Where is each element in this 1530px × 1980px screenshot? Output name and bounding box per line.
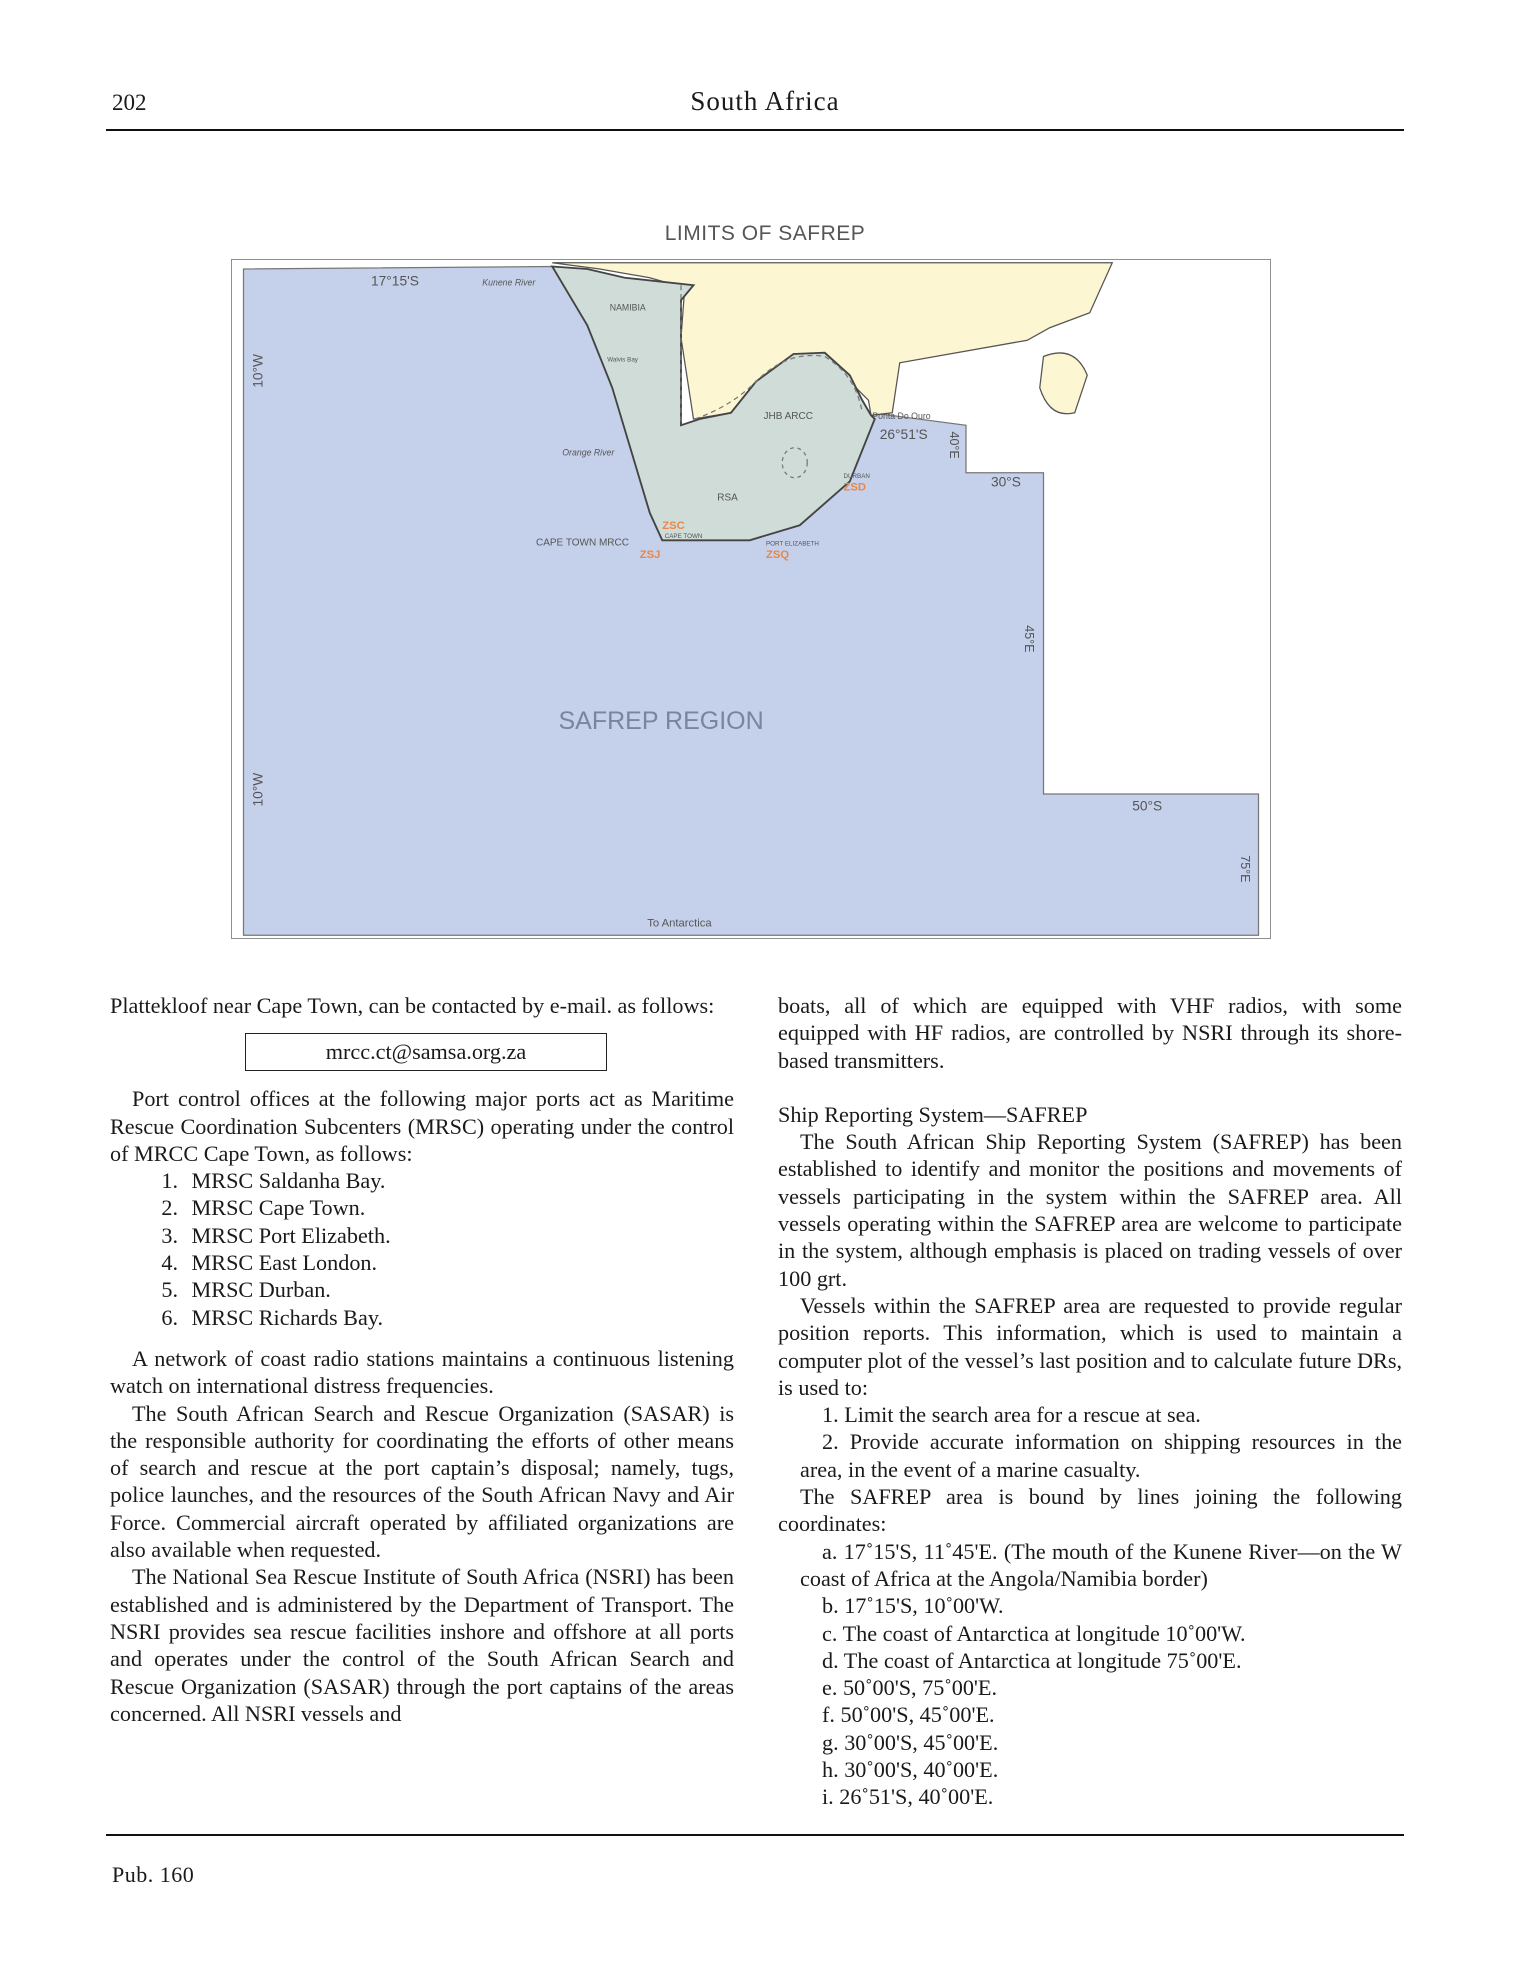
svg-text:Ponta Do Ouro: Ponta Do Ouro [872, 411, 931, 421]
list-text: The coast of Antarctica at longitude 10˚00'W. [842, 1620, 1246, 1646]
svg-text:ZSJ: ZSJ [639, 548, 661, 561]
list-marker: 2. [161, 1195, 178, 1221]
map-title: LIMITS OF SAFREP [664, 222, 866, 245]
list-marker: d. [822, 1647, 839, 1673]
svg-text:26°51'S: 26°51'S [879, 427, 928, 442]
svg-text:17°15'S: 17°15'S [371, 273, 419, 289]
svg-text:30°S: 30°S [991, 474, 1021, 490]
list-marker: 1. [161, 1168, 178, 1194]
svg-text:75°E: 75°E [1238, 855, 1252, 883]
list-marker: i. [822, 1784, 834, 1810]
list-text: MRSC Durban. [191, 1277, 331, 1303]
list-item [800, 1647, 1402, 1674]
list-marker: 1. [822, 1402, 839, 1428]
coords-list [778, 1538, 1402, 1811]
paragraph: The South African Search and Rescue Organization (SASAR) is the responsible authority for coordinating the efforts of other means of search and rescue at the port captain’s disposal; namely, tugs, police launches, and the resources of the South African Navy and Air Force. Commercial aircraft operated by affiliated organizations are also available when requested. [110, 1400, 734, 1563]
list-item [110, 1167, 734, 1194]
paragraph: The National Sea Rescue Institute of South Africa (NSRI) has been established and is administered by the Department of Transport. The NSRI provides sea rescue facilities inshore and offshore at all ports and operates under the control of the South African Search and Rescue Organization (SASAR) through the port captains of the areas concerned. All NSRI vessels and [110, 1564, 734, 1726]
svg-text:Kunene River: Kunene River [482, 277, 536, 288]
right-column [778, 992, 1402, 1811]
list-marker: 6. [161, 1304, 178, 1330]
list-marker: b. [822, 1593, 839, 1619]
svg-text:Orange River: Orange River [562, 447, 615, 458]
list-marker: g. [822, 1729, 839, 1755]
page-number: 202 [112, 90, 147, 115]
email-box: mrcc.ct@samsa.org.za [245, 1033, 607, 1071]
list-marker: e. [822, 1675, 838, 1701]
list-text: MRSC Cape Town. [191, 1195, 366, 1221]
list-marker: 5. [161, 1277, 178, 1303]
svg-text:RSA: RSA [717, 492, 738, 504]
list-text: 26˚51'S, 40˚00'E. [839, 1784, 994, 1810]
paragraph: The South African Ship Reporting System (SAFREP) has been established to identify and monitor the positions and movements of vessels participating in the system within the SAFREP area. All vessels operating within the SAFREP area are welcome to participate in the system, although emphasis is placed on trading vessels of over 100 grt. [778, 1129, 1402, 1291]
mrsc-list [110, 1167, 734, 1331]
paragraph: Vessels within the SAFREP area are requested to provide regular position reports. This information, which is used to maintain a computer plot of the vessel’s last position and to calculate future DRs, is used to: [778, 1292, 1402, 1400]
svg-text:40°E: 40°E [946, 431, 961, 459]
list-text: MRSC Port Elizabeth. [191, 1222, 391, 1248]
list-item [800, 1674, 1402, 1701]
paragraph: Plattekloof near Cape Town, can be contacted by e-mail. as follows: [110, 993, 715, 1018]
paragraph: A network of coast radio stations maintains a continuous listening watch on international distress frequencies. [110, 1345, 734, 1399]
list-item [800, 1538, 1402, 1593]
list-marker: a. [822, 1538, 838, 1564]
list-item [800, 1756, 1402, 1783]
list-text: MRSC East London. [191, 1250, 378, 1276]
svg-text:PORT ELIZABETH: PORT ELIZABETH [766, 540, 819, 548]
svg-text:JHB ARCC: JHB ARCC [763, 411, 813, 422]
svg-text:50°S: 50°S [1132, 798, 1163, 814]
svg-text:To Antarctica: To Antarctica [647, 917, 712, 930]
list-text: Limit the search area for a rescue at sea. [844, 1402, 1201, 1428]
list-item [800, 1729, 1402, 1756]
svg-text:ZSD: ZSD [843, 481, 866, 494]
svg-text:45°E: 45°E [1021, 625, 1036, 653]
publication-number: Pub. 160 [112, 1862, 195, 1887]
list-marker: 2. [822, 1429, 839, 1455]
svg-text:10°W: 10°W [250, 353, 266, 388]
safrep-map [231, 259, 1271, 939]
list-marker: 3. [161, 1222, 178, 1248]
svg-text:CAPE TOWN MRCC: CAPE TOWN MRCC [536, 537, 629, 549]
paragraph: The SAFREP area is bound by lines joining the following coordinates: [778, 1484, 1402, 1537]
list-item [800, 1783, 1402, 1810]
running-title: South Africa [690, 86, 840, 116]
list-item [110, 1194, 734, 1221]
list-marker: c. [822, 1620, 838, 1646]
list-item [800, 1592, 1402, 1619]
list-text: Provide accurate information on shipping resources in the area, in the event of a marine casualty. [800, 1429, 1403, 1482]
list-item [110, 1222, 734, 1249]
paragraph: Port control offices at the following major ports act as Maritime Rescue Coordination Subcenters (MRSC) operating under the control of MRCC Cape Town, as follows: [110, 1086, 734, 1166]
uses-list [778, 1401, 1402, 1483]
svg-text:ZSC: ZSC [662, 520, 685, 532]
list-text: 30˚00'S, 45˚00'E. [844, 1729, 999, 1755]
section-heading: Ship Reporting System—SAFREP [778, 1101, 1088, 1127]
list-item [800, 1401, 1402, 1428]
list-item [110, 1249, 734, 1276]
list-text: The coast of Antarctica at longitude 75˚00'E. [843, 1647, 1242, 1673]
left-column [110, 992, 734, 1727]
list-text: MRSC Saldanha Bay. [191, 1168, 386, 1194]
svg-text:NAMIBIA: NAMIBIA [609, 302, 646, 313]
footer-rule [106, 1834, 1404, 1836]
list-text: 17˚15'S, 11˚45'E. (The mouth of the Kunene River—on the W coast of Africa at the Angola/Namibia border) [800, 1538, 1402, 1591]
list-marker: h. [822, 1757, 839, 1783]
list-text: 30˚00'S, 40˚00'E. [844, 1757, 999, 1783]
list-text: 50˚00'S, 45˚00'E. [840, 1702, 995, 1728]
list-marker: 4. [161, 1250, 178, 1276]
list-item [800, 1620, 1402, 1647]
list-item [800, 1428, 1402, 1483]
list-item [800, 1701, 1402, 1728]
list-marker: f. [822, 1702, 835, 1728]
svg-text:ZSQ: ZSQ [766, 548, 790, 561]
svg-text:DURBAN: DURBAN [843, 472, 870, 480]
svg-text:CAPE TOWN: CAPE TOWN [664, 532, 703, 540]
svg-text:SAFREP REGION: SAFREP REGION [558, 707, 764, 735]
list-text: 50˚00'S, 75˚00'E. [842, 1675, 998, 1701]
list-item [110, 1304, 734, 1331]
list-text: MRSC Richards Bay. [191, 1304, 384, 1330]
list-text: 17˚15'S, 10˚00'W. [844, 1593, 1004, 1619]
header-rule [106, 129, 1404, 131]
list-item [110, 1276, 734, 1303]
paragraph: boats, all of which are equipped with VHF radios, with some equipped with HF radios, are controlled by NSRI through its shore-based transmitters. [778, 993, 1402, 1073]
svg-text:Walvis Bay: Walvis Bay [607, 356, 638, 364]
svg-text:10°W: 10°W [250, 772, 266, 807]
